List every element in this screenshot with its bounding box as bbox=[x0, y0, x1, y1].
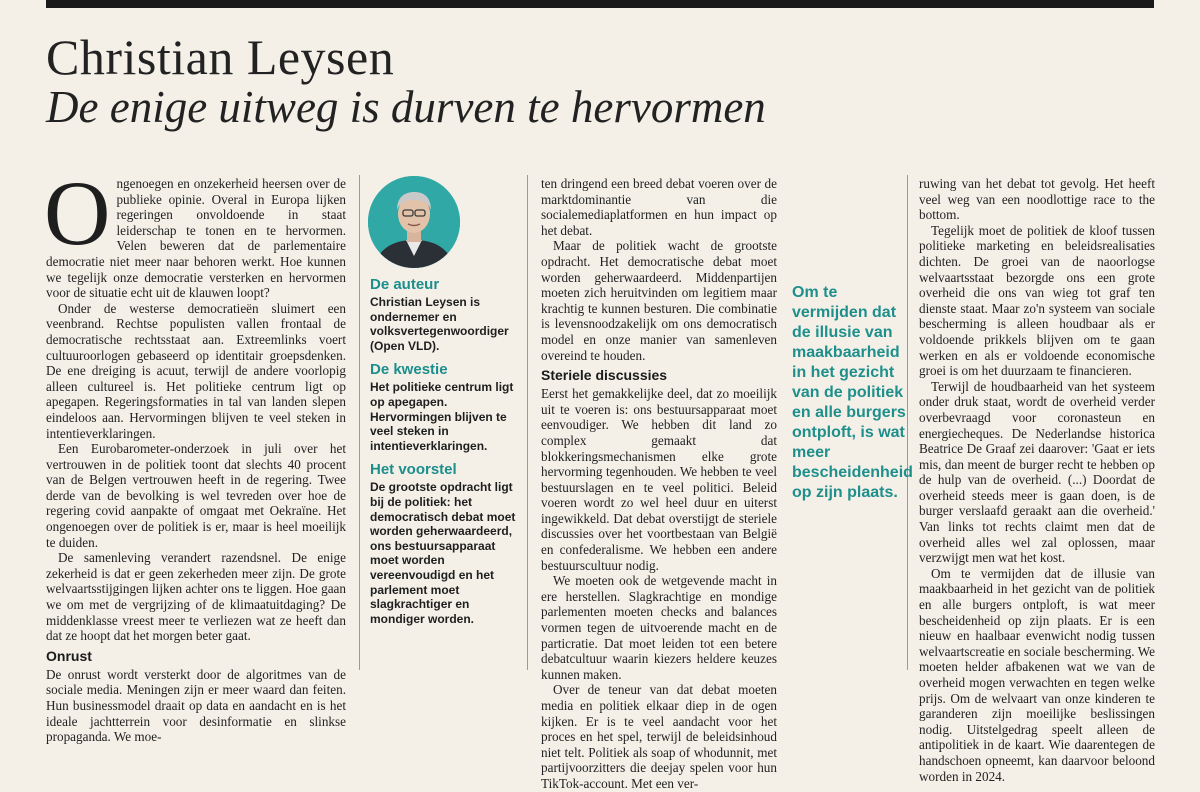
article-column-1 bbox=[44, 162, 346, 745]
body-paragraph: Onder de westerse democratieën sluimert een veenbrand. Rechtse populisten vallen frontaal de democratische rechtsstaat aan. Extreemlinks voert cultuuroorlogen gebaseerd op identitair groepsdenken. De ene dreiging is acuut, terwijl de andere voorlopig alleen cultureel is. Het politieke centrum ligt op apegapen. Regeringsformaties in tal van landen slepen eindeloos aan. Hervormingen blijven te veel steken in intentieverklaringen. bbox=[46, 300, 346, 441]
section-subhead: Onrust bbox=[46, 647, 92, 664]
body-paragraph: Een Eurobarometer-onderzoek in juli over het vertrouwen in de politiek toont dat slechts 40 procent van de Belgen vertrouwen heeft in de regering. Twee derde van de bevolking is wel tevreden over hoe de regering covid aanpakte of omgaat met Oekraïne. Het ongenoegen over de politiek is er, maar is heel moeilijk te duiden. bbox=[46, 441, 346, 550]
lead-paragraph bbox=[44, 162, 346, 301]
body-paragraph: Tegelijk moet de politiek de kloof tussen politieke marketing en beleidsrealisaties dichten. De groei van de naoorlogse welvaartsstaat bezorgde ons een grote overheid die ons van wieg tot graf ten dienste staat. Maar zo'n systeem van sociale bescherming is alleen houdbaar als er voldoende prikkels blijven om te gaan werken en als er voldoende economische groei is om het duurzaam te financieren. bbox=[919, 222, 1155, 379]
body-paragraph: We moeten ook de wetgevende macht in ere herstellen. Slagkrachtige en mondige parlementen moeten checks and balances vormen tegen de uitvoerende macht en de particratie. Dat moet leiden tot een betere debatcultuur waarin kiezers heldere keuzes kunnen maken. bbox=[541, 573, 777, 682]
sidebar-heading-author: De auteur bbox=[370, 276, 440, 293]
body-paragraph: Over de teneur van dat debat moeten media en politiek elkaar diep in de ogen kijken. Er is te veel aandacht voor het proces en het spel, terwijl de beleidsinhoud niet telt. Politiek als soap of whodunnit, met partijvoorzitters die deejay spelen voor hun TikTok-account. Met een ver- bbox=[541, 682, 777, 791]
author-name: Christian Leysen bbox=[46, 29, 395, 85]
lead-text: ngenoegen en onzekerheid heersen over de publieke opinie. Overal in Europa lijken regeringen onvoldoende in staat leiderschap te tonen en te hervormen. Velen beweren dat de parlementaire democratie niet meer naar behoren werkt. Hoe kunnen we tegelijk onze democratie versterken en hervormen voor de situatie echt uit de klauwen loopt? bbox=[46, 176, 346, 301]
drop-cap: O bbox=[44, 162, 111, 264]
body-paragraph: Maar de politiek wacht de grootste opdracht. Het democratische debat moet worden geherwaardeerd. Middenpartijen moeten zich heruitvinden om legitiem maar krachtig te kunnen besturen. Die combinatie is levensnoodzakelijk om ons democratisch model en onze manier van samenleven overeind te houden. bbox=[541, 238, 777, 363]
body-paragraph: Eerst het gemakkelijke deel, dat zo moeilijk uit te voeren is: ons bestuursapparaat moet eenvoudiger. We hebben dit land zo complex gemaakt dat blokkeringsmechanismen elke grote hervorming tegenhouden. We hebben te veel bestuurslagen en te veel politici. Beleid voeren wordt zo wel heel duur en uiterst ingewikkeld. Dat debat overstijgt de steriele discussies over het voortbestaan van België en confederalisme. We hebben een andere bestuurscultuur nodig. bbox=[541, 386, 777, 573]
portrait-image bbox=[368, 176, 460, 268]
article-headline: De enige uitweg is durven te hervormen bbox=[46, 82, 766, 132]
top-rule bbox=[46, 0, 1154, 8]
sidebar-text-proposal: De grootste opdracht ligt bij de politiek: het democratisch debat moet worden geherwaardeerd, ons bestuursapparaat moet worden vereenvoudigd en het parlement moet slagkrachtiger en mondiger worden. bbox=[370, 480, 516, 626]
sidebar-text-author: Christian Leysen is ondernemer en volksvertegenwoordiger (Open VLD). bbox=[370, 295, 509, 353]
sidebar-text-issue: Het politieke centrum ligt op apegapen. Hervormingen blijven te veel steken in intentieverklaringen. bbox=[370, 380, 514, 453]
body-paragraph: De samenleving verandert razendsnel. De enige zekerheid is dat er geen zekerheden meer zijn. De grote welvaartsstijgingen lijken achter ons te liggen. Hoe gaan we om met de vergrijzing of de klimaatuitdaging? De middenklasse vreest meer te verliezen wat ze heeft dan dat ze hoopt dat het morgen beter gaat. bbox=[46, 550, 346, 644]
sidebar-heading-proposal: Het voorstel bbox=[370, 461, 457, 479]
section-subhead: Steriele discussies bbox=[541, 367, 668, 384]
author-portrait bbox=[368, 176, 460, 268]
pull-quote: Om te vermijden dat de illusie van maakbaarheid in het gezicht van de politiek en alle burgers ontploft, is wat meer bescheidenheid op zijn plaats. bbox=[792, 284, 913, 501]
column-divider bbox=[527, 175, 528, 670]
body-paragraph: Terwijl de houdbaarheid van het systeem onder druk staat, wordt de overheid verder overbevraagd voor coronasteun en energiecheques. De Nederlandse historica Beatrice De Graaf zei daarover: 'Gaat er iets mis, dan meent de burger recht te hebben op de hulp van de overheid. (...) Doordat de overheid steeds meer is gaan doen, is de burger verslaafd geraakt aan die overheid.' Van links tot rechts claimt men dat de overheid alles wel zal oplossen, maar verzwijgt men wat het kost. bbox=[919, 378, 1155, 566]
column-divider bbox=[359, 175, 360, 670]
article-column-5 bbox=[919, 176, 1155, 784]
body-paragraph: ten dringend een breed debat voeren over de marktdominantie van die socialemediaplatformen en hun impact op het debat. bbox=[541, 176, 777, 238]
body-paragraph: De onrust wordt versterkt door de algoritmes van de sociale media. Meningen zijn er meer waard dan feiten. Hun businessmodel draait op data en aandacht en is het ideale jachtterrein voor desinformatie en slinkse propaganda. We moe- bbox=[46, 666, 346, 745]
sidebar-heading-issue: De kwestie bbox=[370, 361, 448, 379]
body-paragraph: Om te vermijden dat de illusie van maakbaarheid in het gezicht van de politiek en alle burgers ontploft, is wat meer bescheidenheid op zijn plaats. Er is een nieuw en haalbaar evenwicht nodig tussen welvaartscreatie en sociale bescherming. We moeten helder afbakenen wat we van de overheid mogen verwachten en tegen welke prijs. Om de welvaart van onze kinderen te garanderen zijn moeilijke beslissingen nodig. Uitstelgedrag speelt alleen de antipolitiek in de kaart. Wie daarentegen de handschoen opneemt, kan daarvoor beloond worden in 2024. bbox=[919, 565, 1155, 784]
info-sidebar bbox=[370, 176, 516, 626]
body-paragraph: ruwing van het debat tot gevolg. Het heeft veel weg van een noodlottige race to the bottom. bbox=[919, 176, 1155, 223]
article-column-3 bbox=[541, 176, 777, 792]
